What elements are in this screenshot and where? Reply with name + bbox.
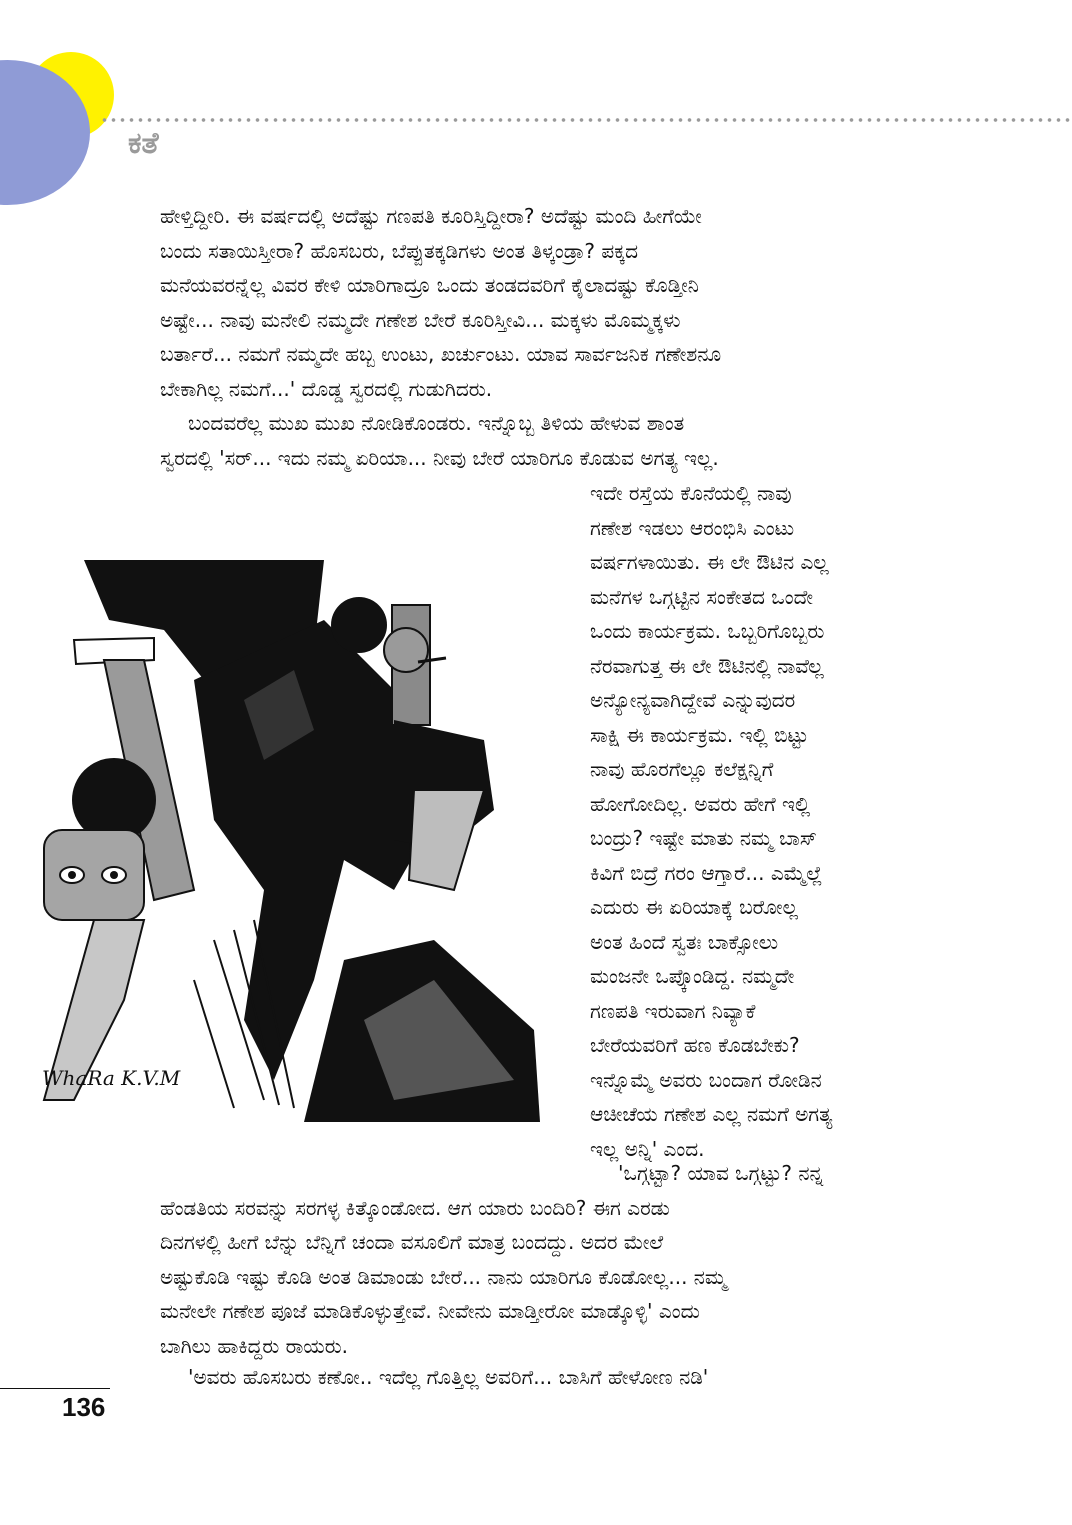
text-line: 'ಅವರು ಹೊಸಬರು ಕಣೋ.. ಇದೆಲ್ಲ ಗೊತ್ತಿಲ್ಲ ಅವರಿಗೆ... ಬಾಸಿಗೆ ಹೇಳೋಣ ನಡಿ' <box>188 1365 709 1389</box>
text-line: ಕಿವಿಗೆ ಬಿದ್ರೆ ಗರಂ ಆಗ್ತಾರೆ... ಎಮ್ಮೆಲ್ಲೆ <box>590 860 823 885</box>
text-line: ಹೇಳ್ತಿದ್ದೀರಿ. ಈ ವರ್ಷದಲ್ಲಿ ಅದೆಷ್ಟು ಗಣಪತಿ ಕೂರಿಸ್ತಿದ್ದೀರಾ? ಅದೆಷ್ಟು ಮಂದಿ ಹೀಗೆಯೇ <box>160 204 702 228</box>
text-line: ಬಂದವರೆಲ್ಲ ಮುಖ ಮುಖ ನೋಡಿಕೊಂಡರು. ಇನ್ನೊಬ್ಬ ತಿಳಿಯ ಹೇಳುವ ಶಾಂತ <box>188 411 685 435</box>
page-number: 136 <box>62 1392 106 1422</box>
text-line: ವರ್ಷಗಳಾಯಿತು. ಈ ಲೇ ಔಟಿನ ಎಲ್ಲ <box>590 550 829 574</box>
text-line: ನೆರವಾಗುತ್ತ ಈ ಲೇ ಔಟಿನಲ್ಲಿ ನಾವೆಲ್ಲ <box>590 653 824 678</box>
paragraph-1 <box>160 199 920 406</box>
text-line: ಹೋಗೋದಿಲ್ಲ. ಅವರು ಹೇಗೆ ಇಲ್ಲಿ <box>590 791 811 816</box>
paragraph-2 <box>160 406 920 475</box>
paragraph-4 <box>160 1360 920 1395</box>
text-line: ಅನ್ಯೋನ್ಯವಾಗಿದ್ದೇವೆ ಎನ್ನುವುದರ <box>590 688 796 712</box>
text-line: ಬರ್ತಾರೆ... ನಮಗೆ ನಮ್ಮದೇ ಹಬ್ಬ ಉಂಟು, ಖರ್ಚುಂಟು. ಯಾವ ಸಾರ್ವಜನಿಕ ಗಣೇಶನೂ <box>160 342 722 366</box>
text-line: ಗಣಪತಿ ಇರುವಾಗ ನಿವ್ಯಾಕೆ <box>590 998 756 1023</box>
text-line: ಸ್ವರದಲ್ಲಿ 'ಸರ್... ಇದು ನಮ್ಮ ಏರಿಯಾ... ನೀವು ಬೇರೆ ಯಾರಿಗೂ ಕೊಡುವ ಅಗತ್ಯ ಇಲ್ಲ. <box>160 445 719 470</box>
text-line: ಒಂದು ಕಾರ್ಯಕ್ರಮ. ಒಬ್ಬರಿಗೊಬ್ಬರು <box>590 619 825 643</box>
folio-rule <box>0 1388 110 1389</box>
text-line: ಬಂದ್ರು? ಇಷ್ಟೇ ಮಾತು ನಮ್ಮ ಬಾಸ್ <box>590 826 817 850</box>
blue-circle-decoration <box>0 60 90 205</box>
text-line: ಅಷ್ಟೇ... ನಾವು ಮನೇಲಿ ನಮ್ಮದೇ ಗಣೇಶ ಬೇರೆ ಕೂರಿಸ್ತೀವಿ... ಮಕ್ಕಳು ಮೊಮ್ಮಕ್ಕಳು <box>160 307 681 332</box>
text-line: ಸಾಕ್ಷಿ ಈ ಕಾರ್ಯಕ್ರಮ. ಇಲ್ಲಿ ಬಿಟ್ಟು <box>590 722 809 747</box>
text-line: ನಾವು ಹೊರಗೆಲ್ಲೂ ಕಲೆಕ್ಷನ್ನಿಗೆ <box>590 757 774 781</box>
text-line: ಮನೇಲೇ ಗಣೇಶ ಪೂಜೆ ಮಾಡಿಕೊಳ್ಳುತ್ತೇವೆ. ನೀವೇನು ಮಾಡ್ತೀರೋ ಮಾಡ್ಕೊಳ್ಳಿ' ಎಂದು <box>160 1299 700 1323</box>
text-line: ಬಂದು ಸತಾಯಿಸ್ತೀರಾ? ಹೊಸಬರು, ಬೆಪ್ಪುತಕ್ಕಡಿಗಳು ಅಂತ ತಿಳ್ಕಂಡ್ರಾ? ಪಕ್ಕದ <box>160 238 639 263</box>
section-label: ಕತೆ <box>128 126 159 161</box>
text-line: ಅಂತ ಹಿಂದೆ ಸ್ವತಃ ಬಾಕ್ಸೋಲು <box>590 929 779 954</box>
story-illustration <box>14 560 540 1122</box>
text-line: ಇಲ್ಲ ಅನ್ನಿ' ಎಂದ. <box>590 1136 705 1161</box>
text-line: ಇನ್ನೊಮ್ಮೆ ಅವರು ಬಂದಾಗ ರೋಡಿನ <box>590 1067 822 1092</box>
illustration-signature: WhaRa K.V.M <box>42 1066 181 1090</box>
text-line: ಬೇರೆಯವರಿಗೆ ಹಣ ಕೊಡಬೇಕು? <box>590 1033 800 1057</box>
text-line: 'ಒಗ್ಗಟ್ಟಾ? ಯಾವ ಒಗ್ಗಟ್ಟು? ನನ್ನ <box>618 1161 824 1185</box>
text-line: ಬೇಕಾಗಿಲ್ಲ ನಮಗೆ...' ದೊಡ್ಡ ಸ್ವರದಲ್ಲಿ ಗುಡುಗಿದರು. <box>160 376 493 401</box>
text-line: ಇದೇ ರಸ್ತೆಯ ಕೊನೆಯಲ್ಲಿ ನಾವು <box>590 481 792 505</box>
text-line: ಮನೆಯವರನ್ನೆಲ್ಲ ವಿವರ ಕೇಳಿ ಯಾರಿಗಾದ್ರೂ ಒಂದು ತಂಡದವರಿಗೆ ಕೈಲಾದಷ್ಟು ಕೊಡ್ತೀನಿ <box>160 273 699 297</box>
text-line: ಮನೆಗಳ ಒಗ್ಗಟ್ಟಿನ ಸಂಕೇತದ ಒಂದೇ <box>590 584 814 609</box>
text-line: ಅಷ್ಟುಕೊಡಿ ಇಷ್ಟು ಕೊಡಿ ಅಂತ ಡಿಮಾಂಡು ಬೇರೆ... ನಾನು ಯಾರಿಗೂ ಕೊಡೋಲ್ಲ... ನಮ್ಮ <box>160 1264 727 1289</box>
text-line: ಗಣೇಶ ಇಡಲು ಆರಂಭಿಸಿ ಎಂಟು <box>590 515 795 540</box>
text-line: ಮಂಜನೇ ಒಪ್ಕೊಂಡಿದ್ದ. ನಮ್ಮದೇ <box>590 964 795 988</box>
text-line: ಆಚೀಚೆಯ ಗಣೇಶ ಎಲ್ಲ ನಮಗೆ ಅಗತ್ಯ <box>590 1102 833 1126</box>
paragraph-3 <box>160 1156 920 1363</box>
dotted-rule <box>100 118 1072 122</box>
text-line: ಬಾಗಿಲು ಹಾಕಿದ್ದರು ರಾಯರು. <box>160 1333 349 1358</box>
text-line: ಎದುರು ಈ ಏರಿಯಾಕ್ಕೆ ಬರೋಲ್ಲ <box>590 895 798 919</box>
side-column <box>590 476 920 1166</box>
text-line: ದಿನಗಳಲ್ಲಿ ಹೀಗೆ ಬೆನ್ನು ಬೆನ್ನಿಗೆ ಚಂದಾ ವಸೂಲಿಗೆ ಮಾತ್ರ ಬಂದದ್ದು. ಅದರ ಮೇಲೆ <box>160 1230 664 1254</box>
text-line: ಹೆಂಡತಿಯ ಸರವನ್ನು ಸರಗಳ್ಳ ಕಿತ್ಕೊಂಡೋದ. ಆಗ ಯಾರು ಬಂದಿರಿ? ಈಗ ಎರಡು <box>160 1195 670 1220</box>
